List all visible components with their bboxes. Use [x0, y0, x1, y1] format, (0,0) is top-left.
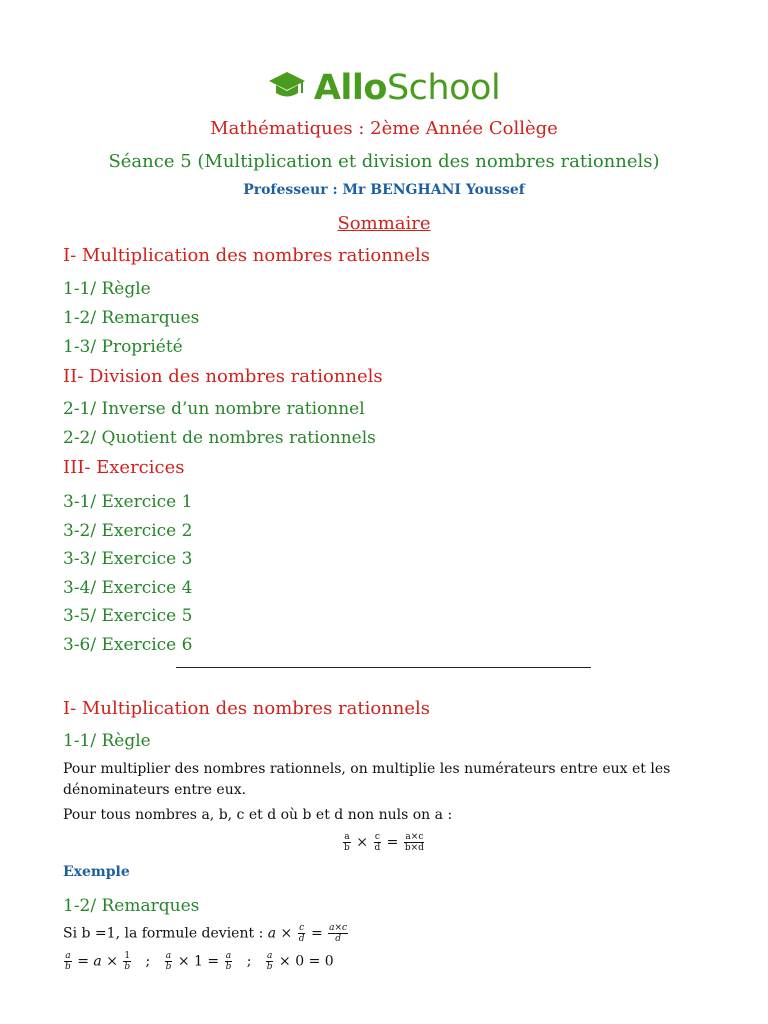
summary-item[interactable]: 3-5/ Exercice 5 [63, 606, 193, 626]
remark-line-2: $\frac{a}{b}$ = a × $\frac{1}{b}$ ; $\frac{a}{b}$ × 1 = $\frac{a}{b}$ ; $\frac{a}{b}$ × 0 = 0 [65, 951, 334, 972]
summary-title: Sommaire [337, 213, 431, 234]
subsection-heading: 1-1/ Règle [63, 731, 151, 751]
session-title: Séance 5 (Multiplication et division des nombres rationnels) [108, 151, 660, 172]
summary-section-1[interactable]: I- Multiplication des nombres rationnels [63, 245, 431, 266]
alloschool-logo [0, 64, 768, 112]
summary-item[interactable]: 3-6/ Exercice 6 [63, 635, 193, 655]
remark-line-1: Si b =1, la formule devient : a × $\frac{c}{d}$ = $\frac{a\times c}{d}$ [63, 923, 348, 944]
summary-section-2[interactable]: II- Division des nombres rationnels [63, 366, 383, 387]
summary-item[interactable]: 2-1/ Inverse d’un nombre rationnel [63, 399, 365, 419]
graduation-cap-icon [268, 70, 306, 106]
summary-item[interactable]: 3-3/ Exercice 3 [63, 549, 193, 569]
summary-item[interactable]: 1-2/ Remarques [63, 308, 200, 328]
subsection-heading: 1-2/ Remarques [63, 896, 200, 916]
summary-item[interactable]: 3-1/ Exercice 1 [63, 492, 193, 512]
summary-item[interactable]: 3-2/ Exercice 2 [63, 521, 193, 541]
summary-section-3[interactable]: III- Exercices [63, 457, 185, 478]
rule-condition: Pour tous nombres a, b, c et d où b et d non nuls on a : [63, 807, 453, 823]
section-divider [176, 667, 591, 668]
summary-item[interactable]: 1-1/ Règle [63, 279, 151, 299]
brand-name: AlloSchool [313, 68, 501, 108]
multiplication-formula: $\frac{a}{b}$ × $\frac{c}{d}$ = $\frac{a\times c}{b\times d}$ [344, 832, 424, 853]
teacher-name: Professeur : Mr BENGHANI Youssef [243, 182, 525, 198]
section-heading: I- Multiplication des nombres rationnels [63, 698, 431, 719]
rule-paragraph: Pour multiplier des nombres rationnels, on multiplie les numérateurs entre eux et les dénominateurs entre eux. [63, 761, 671, 798]
summary-item[interactable]: 1-3/ Propriété [63, 337, 183, 357]
example-label: Exemple [63, 864, 130, 880]
summary-item[interactable]: 3-4/ Exercice 4 [63, 578, 193, 598]
subject-title: Mathématiques : 2ème Année Collège [210, 118, 558, 139]
summary-item[interactable]: 2-2/ Quotient de nombres rationnels [63, 428, 376, 448]
